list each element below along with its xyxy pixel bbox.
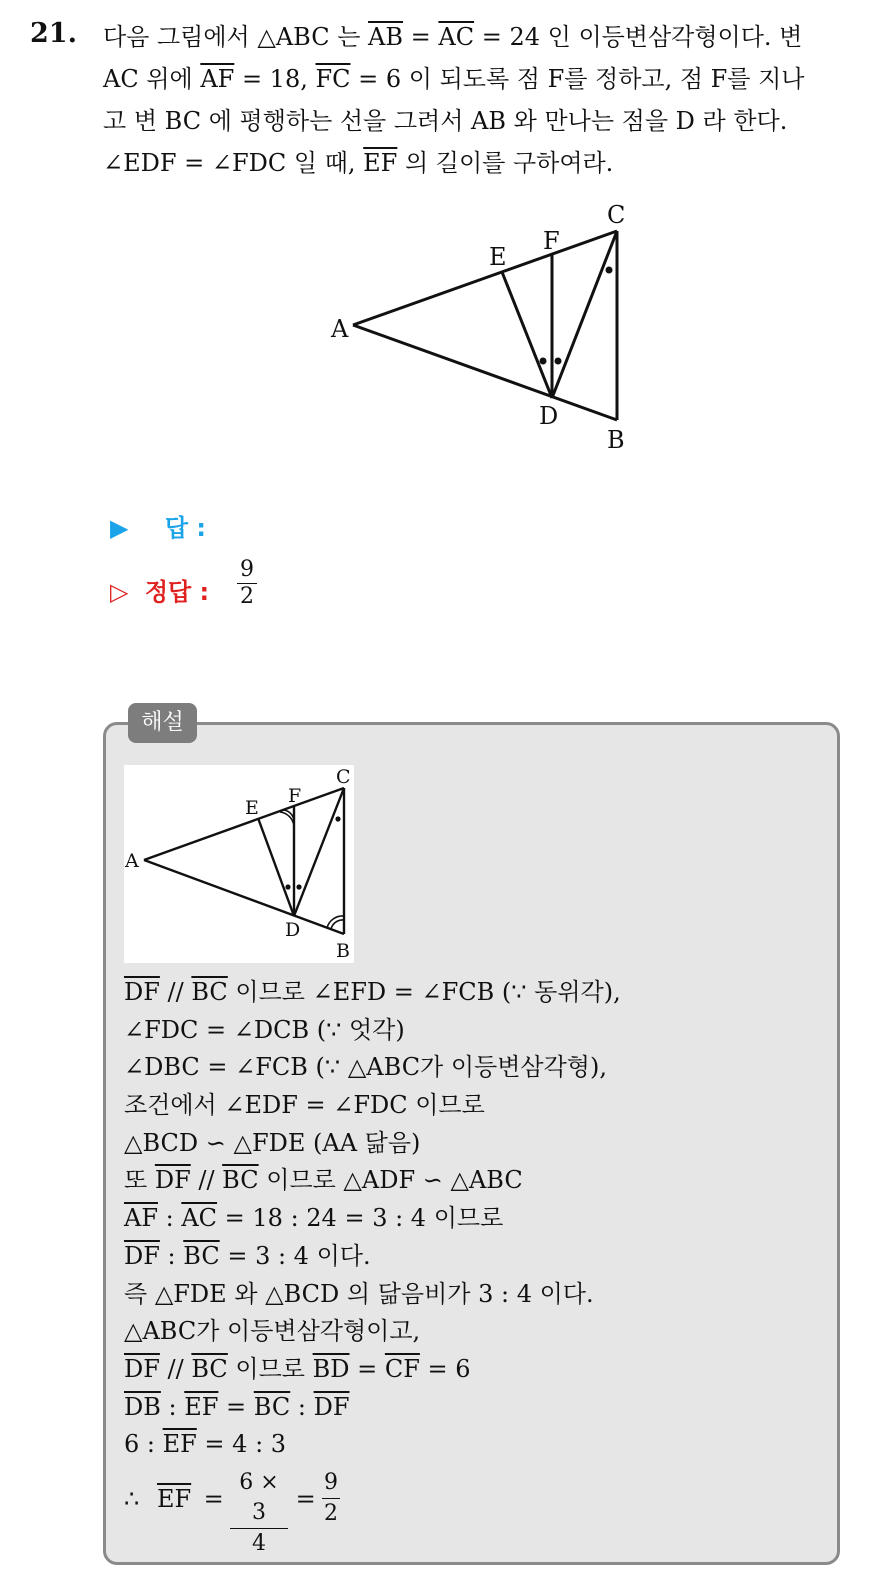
text-run: :: [157, 1204, 182, 1233]
text-run: AC 위에: [103, 65, 201, 93]
text-run: ∠EDF = ∠FDC 일 때,: [103, 149, 364, 177]
segment-label: $\overline{AF}$: [200, 65, 235, 93]
angle-mark-dot: [285, 884, 290, 889]
label-E: E: [489, 243, 507, 271]
segment-label: $\overline{DF}$: [124, 978, 160, 1006]
text-line: [103, 58, 863, 100]
text-run: //: [159, 978, 192, 1006]
segment-DC: [294, 788, 344, 916]
angle-arc: [331, 920, 344, 929]
label-B: B: [607, 426, 625, 454]
correct-answer-row: [110, 572, 209, 607]
angle-mark-dot: [335, 816, 340, 821]
text-run: =: [349, 1354, 385, 1383]
segment-DC: [552, 231, 617, 398]
triangle-figure: [325, 195, 645, 460]
text-run: 조건에서 ∠EDF = ∠FDC 이므로: [124, 1091, 485, 1120]
label-A: A: [331, 315, 349, 343]
text-run: = 18 : 24 = 3 : 4 이므로: [217, 1204, 504, 1233]
text-run: 다음 그림에서 △ABC 는: [103, 23, 369, 51]
segment-label: $\overline{AF}$: [124, 1204, 158, 1233]
text-line: [124, 974, 621, 1012]
text-run: //: [159, 1354, 192, 1383]
text-run: = 18,: [234, 65, 316, 93]
angle-mark-dot: [540, 358, 547, 365]
text-line: [103, 142, 863, 184]
segment-label: $\overline{EF}$: [162, 1430, 197, 1459]
segment-AB: [144, 860, 344, 934]
angle-mark-dot: [296, 884, 301, 889]
text-line: [124, 1012, 621, 1050]
text-line: [124, 1389, 621, 1427]
segment-label: $\overline{DB}$: [124, 1392, 161, 1421]
segment-label: $\overline{BC}$: [183, 1241, 220, 1270]
fraction: 6 × 3 4: [230, 1468, 288, 1559]
segment-label: $\overline{AC}$: [181, 1204, 218, 1233]
label-C: C: [607, 201, 626, 229]
text-line: [124, 1162, 621, 1200]
text-run: △ABC가 이등변삼각형이고,: [124, 1317, 421, 1346]
label-D: D: [285, 919, 301, 941]
text-run: 이므로 △ADF ∽ △ABC: [258, 1166, 523, 1195]
label-A: A: [125, 850, 139, 872]
segment-DE: [258, 818, 294, 916]
text-line: [124, 1087, 621, 1125]
label-F: F: [543, 227, 560, 255]
angle-mark-dot: [555, 358, 562, 365]
text-run: :: [290, 1392, 314, 1421]
solution-tag: 해설: [128, 703, 197, 743]
solution-text: [124, 974, 621, 1464]
segment-label: $\overline{BD}$: [312, 1354, 350, 1383]
segment-label: $\overline{BC}$: [253, 1392, 291, 1421]
text-run: 이므로: [227, 1354, 313, 1383]
correct-answer-label: 정답 :: [144, 578, 210, 606]
text-run: :: [159, 1241, 184, 1270]
fraction: 9 2: [324, 1470, 338, 1526]
text-run: = 3 : 4 이다.: [219, 1241, 371, 1270]
text-line: [124, 1049, 621, 1087]
text-run: =: [403, 23, 439, 51]
segment-label: $\overline{DF}$: [124, 1241, 160, 1270]
segment-AC: [144, 788, 344, 860]
answer-label: 답 :: [164, 514, 206, 542]
play-outline-icon: ▷: [110, 578, 129, 606]
solution-figure: [124, 765, 354, 963]
text-line: [124, 1351, 621, 1389]
text-run: ∠DBC = ∠FCB (∵ △ABC가 이등변삼각형),: [124, 1053, 607, 1082]
text-run: //: [190, 1166, 223, 1195]
text-run: :: [160, 1392, 185, 1421]
text-run: = 4 : 3: [196, 1430, 287, 1459]
segment-label: $\overline{EF}$: [184, 1392, 219, 1421]
text-line: [124, 1426, 621, 1464]
text-run: 의 길이를 구하여라.: [397, 149, 614, 177]
label-C: C: [336, 766, 351, 788]
text-line: [124, 1125, 621, 1163]
text-line: [103, 100, 863, 142]
segment-label: $\overline{EF}$: [363, 149, 398, 177]
text-run: ∠FDC = ∠DCB (∵ 엇각): [124, 1015, 405, 1044]
text-run: 6 :: [124, 1430, 163, 1459]
text-line: [124, 1313, 621, 1351]
problem-statement: [103, 16, 863, 184]
text-run: 또: [124, 1166, 155, 1195]
segment-DE: [502, 272, 552, 398]
text-run: = 6: [419, 1354, 471, 1383]
text-line: [124, 1200, 621, 1238]
label-B: B: [336, 940, 350, 962]
segment-AC: [353, 231, 617, 325]
segment-label: $\overline{DF}$: [154, 1166, 191, 1195]
segment-label: $\overline{FC}$: [315, 65, 351, 93]
answer-row: [110, 508, 206, 543]
play-icon: ▶: [110, 514, 129, 542]
segment-label: $\overline{AC}$: [438, 23, 475, 51]
question-number: 21.: [30, 18, 77, 49]
label-F: F: [288, 785, 302, 807]
label-E: E: [245, 797, 259, 819]
segment-label: $\overline{BC}$: [222, 1166, 259, 1195]
text-run: = 6 이 되도록 점 F를 정하고, 점 F를 지나: [350, 65, 805, 93]
segment-label: $\overline{AB}$: [368, 23, 404, 51]
segment-AB: [353, 325, 617, 420]
segment-label: $\overline{DF}$: [124, 1354, 160, 1383]
text-run: 즉 △FDE 와 △BCD 의 닮음비가 3 : 4 이다.: [124, 1279, 594, 1308]
segment-label: $\overline{CF}$: [384, 1354, 420, 1383]
segment-label: $\overline{BC}$: [191, 978, 228, 1006]
text-run: △BCD ∽ △FDE (AA 닮음): [124, 1128, 421, 1157]
text-line: [124, 1276, 621, 1314]
label-D: D: [539, 402, 559, 430]
angle-mark-dot: [606, 267, 613, 274]
text-run: = 24 인 이등변삼각형이다. 변: [474, 23, 803, 51]
segment-label: $\overline{DF}$: [313, 1392, 350, 1421]
text-run: 고 변 BC 에 평행하는 선을 그려서 AB 와 만나는 점을 D 라 한다.: [103, 107, 788, 135]
correct-answer-fraction: 9 2: [237, 557, 257, 610]
text-line: [124, 1238, 621, 1276]
segment-label: $\overline{BC}$: [191, 1354, 228, 1383]
text-run: =: [218, 1392, 254, 1421]
text-line: [103, 16, 863, 58]
text-run: 이므로 ∠EFD = ∠FCB (∵ 동위각),: [227, 978, 621, 1006]
